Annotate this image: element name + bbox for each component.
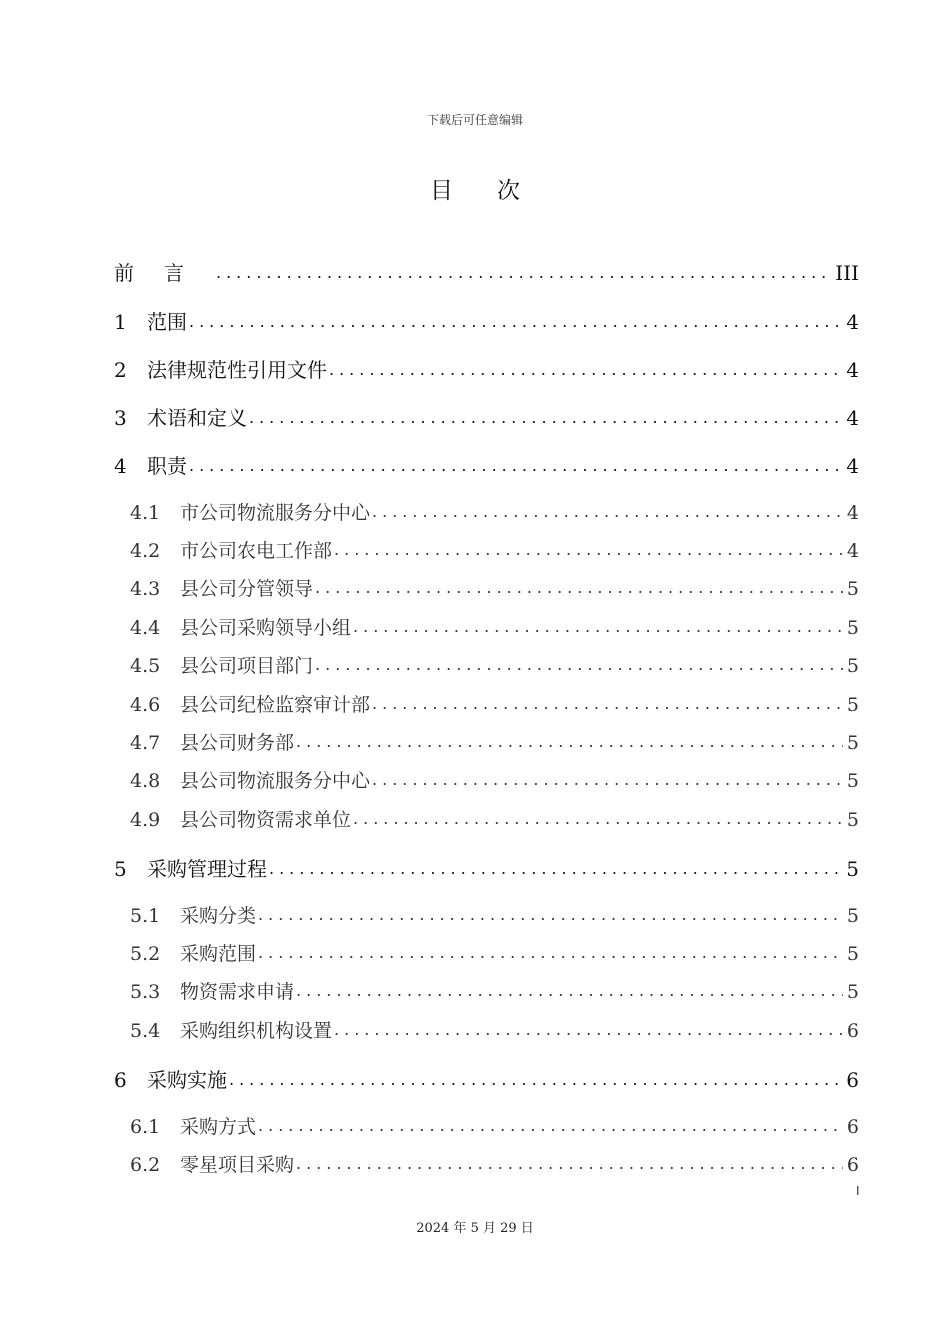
toc-entry[interactable] [114,257,859,286]
toc-entry-title: 采购分类 [180,905,257,927]
toc-entry-page: 5 [846,905,859,927]
toc-entry-page: 4 [846,540,859,562]
toc-entry-title: 采购组织机构设置 [180,1020,333,1042]
toc-leader-dots [334,538,843,557]
footer-date: 2024 年 5 月 29 日 [416,1221,534,1236]
toc-entry-title: 市公司农电工作部 [180,540,333,562]
toc-entry-number: 5.1 [130,905,161,927]
toc-entry-title: 物资需求申请 [180,981,295,1003]
toc-entry[interactable] [114,306,859,335]
toc-entry[interactable] [130,977,859,1004]
toc-entry-title: 采购管理过程 [147,857,267,881]
toc-leader-dots [372,692,843,711]
toc-entry-page: 6 [846,1068,859,1092]
toc-leader-dots [229,1067,842,1087]
toc-entry-page: 5 [846,655,859,677]
toc-leader-dots [353,615,843,634]
toc-entry-number: 4.2 [130,540,161,562]
toc-entry-number: 4.6 [130,694,161,716]
toc-entry-title: 市公司物流服务分中心 [180,502,371,524]
toc-entry-page: 6 [846,1020,859,1042]
toc-entry-title: 范围 [147,310,187,334]
toc-entry-page: 4 [846,502,859,524]
toc-entry[interactable] [130,901,859,928]
toc-entry-page: 4 [846,406,859,430]
toc-entry[interactable] [114,354,859,383]
toc-entry-title: 县公司物资需求单位 [180,809,352,831]
toc-entry[interactable] [130,766,859,793]
toc-title: 目次 [430,178,564,204]
toc-leader-dots [258,1114,843,1133]
toc-entry-number: 5.4 [130,1020,161,1042]
toc-entry[interactable] [130,498,859,525]
toc-entry[interactable] [114,450,859,479]
toc-entry[interactable] [130,728,859,755]
toc-entry[interactable] [130,1112,859,1139]
toc-entry-number: 1 [114,310,127,334]
toc-entry-number: 4.3 [130,578,161,600]
toc-entry-title: 县公司财务部 [180,732,295,754]
toc-entry[interactable] [130,613,859,640]
toc-leader-dots [353,807,843,826]
toc-entry[interactable] [114,402,859,431]
toc-leader-dots [315,576,843,595]
toc-leader-dots [296,979,843,998]
toc-entry-page: 5 [846,981,859,1003]
toc-entry-number: 6 [114,1068,127,1092]
toc-entry-number: 4.7 [130,732,161,754]
toc-entry-number: 4.4 [130,617,161,639]
toc-entry-title: 零星项目采购 [180,1154,295,1176]
toc-entry-title: 采购实施 [147,1068,227,1092]
toc-leader-dots [216,260,831,280]
toc-entry-number: 4.9 [130,809,161,831]
toc-entry-page: 5 [846,578,859,600]
toc-entry-page: 5 [846,770,859,792]
toc-entry[interactable] [130,690,859,717]
toc-entry-page: 4 [846,358,859,382]
toc-entry[interactable] [114,1064,859,1093]
toc-entry-title: 县公司物流服务分中心 [180,770,371,792]
toc-entry[interactable] [130,1016,859,1043]
toc-entry-title: 术语和定义 [147,406,247,430]
toc-entry-number: 6.1 [130,1116,161,1138]
toc-entry-page: III [835,261,859,285]
toc-leader-dots [315,653,843,672]
toc-entry-title: 采购方式 [180,1116,257,1138]
toc-entry-page: 5 [846,857,859,881]
toc-entry-page: 5 [846,694,859,716]
toc-leader-dots [258,941,843,960]
toc-entry-title: 县公司纪检监察审计部 [180,694,371,716]
header-note: 下载后可任意编辑 [426,113,523,127]
toc-entry-number: 5 [114,857,127,881]
toc-entry[interactable] [130,805,859,832]
toc-entry-number: 6.2 [130,1154,161,1176]
toc-entry-title: 县公司采购领导小组 [180,617,352,639]
toc-leader-dots [334,1018,843,1037]
toc-leader-dots [189,453,842,473]
toc-entry[interactable] [130,651,859,678]
toc-entry-page: 5 [846,943,859,965]
toc-entry-title: 县公司分管领导 [180,578,314,600]
toc-entry-page: 5 [846,732,859,754]
toc-entry[interactable] [114,853,859,882]
toc-leader-dots [372,500,843,519]
toc-leader-dots [258,903,843,922]
toc-entry[interactable] [130,574,859,601]
toc-entry-number: 4.1 [130,502,161,524]
toc-entry-number: 5.2 [130,943,161,965]
toc-entry-title: 职责 [147,454,187,478]
toc-entry-number: 4 [114,454,127,478]
toc-entry-page: 6 [846,1116,859,1138]
toc-entry-page: 6 [846,1154,859,1176]
toc-leader-dots [269,856,842,876]
toc-leader-dots [329,357,842,377]
toc-entry-page: 4 [846,454,859,478]
toc-entry-number: 5.3 [130,981,161,1003]
toc-entry-title: 前言 [114,261,214,285]
toc-entry-number: 4.8 [130,770,161,792]
toc-entry[interactable] [130,536,859,563]
toc-leader-dots [296,730,843,749]
toc-leader-dots [372,768,843,787]
page-number: I [856,1184,860,1198]
toc-entry[interactable] [130,939,859,966]
toc-entry-page: 5 [846,617,859,639]
toc-entry-title: 法律规范性引用文件 [147,358,327,382]
toc-entry-title: 采购范围 [180,943,257,965]
toc-entry-page: 4 [846,310,859,334]
toc-leader-dots [249,405,842,425]
toc-entry-number: 3 [114,406,127,430]
toc-entry-number: 4.5 [130,655,161,677]
toc-entry[interactable] [130,1150,859,1177]
toc-entry-page: 5 [846,809,859,831]
toc-leader-dots [296,1152,843,1171]
toc-entry-number: 2 [114,358,127,382]
toc-leader-dots [189,309,842,329]
toc-entry-title: 县公司项目部门 [180,655,314,677]
